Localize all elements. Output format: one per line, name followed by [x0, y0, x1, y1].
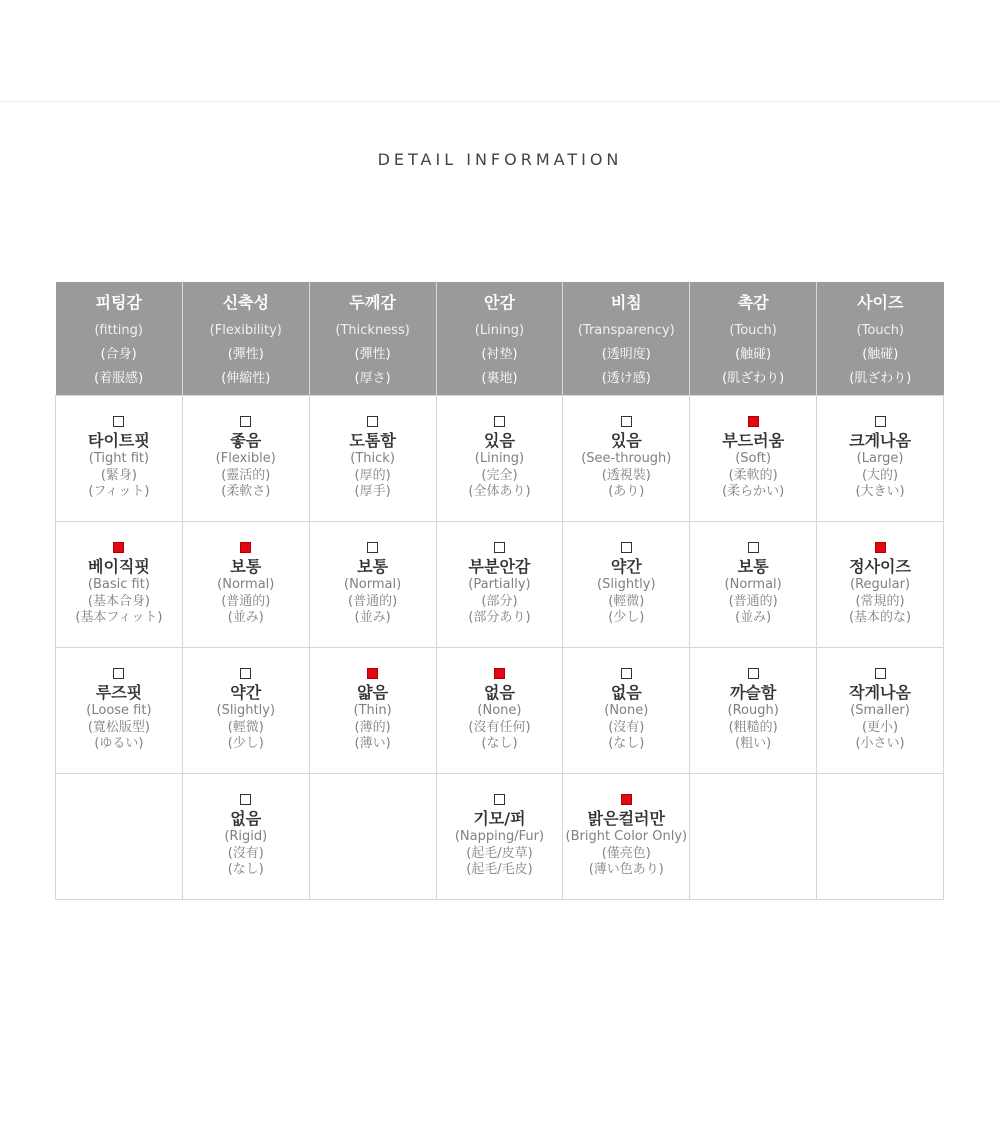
option-label-cn: (沒有)	[608, 719, 645, 735]
option-label-cn: (柔軟的)	[728, 467, 778, 483]
option-label-en: (See-through)	[581, 451, 672, 467]
unchecked-box-icon	[621, 542, 632, 553]
empty-cell	[690, 774, 817, 900]
option-label-cn: (基本合身)	[87, 593, 150, 609]
option-label-jp: (薄い)	[354, 736, 391, 752]
option-label: 없음	[483, 683, 515, 703]
header-subtitle-en: (Thickness)	[335, 323, 410, 338]
header-subtitle-en: (Lining)	[474, 323, 525, 338]
option-label-jp: (基本的な)	[848, 610, 912, 626]
option-label-cn: (完全)	[481, 467, 518, 483]
header-title: 안감	[483, 293, 515, 312]
header-subtitle-jp: (透け感)	[601, 371, 651, 386]
header-subtitle-jp: (肌ざわり)	[849, 371, 912, 386]
header-cell	[56, 282, 183, 396]
option-label-en: (Lining)	[474, 451, 525, 467]
checked-box-icon	[748, 416, 759, 427]
option-label-jp: (起毛/毛皮)	[466, 862, 533, 878]
option-label-en: (Partially)	[468, 577, 531, 593]
option-label-en: (Thick)	[350, 451, 395, 467]
option-label: 기모/퍼	[473, 809, 526, 829]
header-cell	[182, 282, 309, 396]
option-label-en: (Normal)	[217, 577, 275, 593]
header-subtitle-jp: (裏地)	[481, 371, 518, 386]
option-label-jp: (厚手)	[354, 484, 391, 500]
option-label: 약간	[230, 683, 262, 703]
option-label-jp: (なし)	[608, 736, 645, 752]
option-cell	[436, 774, 563, 900]
option-label-cn: (厚的)	[354, 467, 391, 483]
option-label-en: (Rigid)	[224, 829, 268, 845]
option-label: 베이직핏	[88, 557, 150, 577]
option-cell	[182, 648, 309, 774]
option-label-en: (Loose fit)	[86, 703, 152, 719]
option-cell	[563, 396, 690, 522]
option-label-en: (Flexible)	[215, 451, 276, 467]
option-label-jp: (全体あり)	[468, 484, 531, 500]
empty-cell	[309, 774, 436, 900]
option-label: 크게나옴	[849, 431, 911, 451]
option-label-en: (Slightly)	[216, 703, 276, 719]
option-label-en: (Large)	[856, 451, 904, 467]
header-subtitle-en: (Flexibility)	[209, 323, 282, 338]
header-cell	[563, 282, 690, 396]
unchecked-box-icon	[494, 794, 505, 805]
header-subtitle-cn: (彈性)	[354, 347, 391, 362]
option-cell	[563, 648, 690, 774]
unchecked-box-icon	[621, 416, 632, 427]
option-label: 좋음	[230, 431, 262, 451]
option-label-jp: (フィット)	[88, 484, 150, 500]
option-label-cn: (輕微)	[608, 593, 645, 609]
header-subtitle-en: (fitting)	[94, 323, 143, 338]
header-subtitle-en: (Touch)	[856, 323, 905, 338]
unchecked-box-icon	[240, 794, 251, 805]
option-label: 까슬함	[729, 683, 777, 703]
unchecked-box-icon	[748, 668, 759, 679]
top-divider	[0, 101, 1000, 102]
option-label: 얇음	[357, 683, 389, 703]
option-cell	[436, 522, 563, 648]
option-cell	[563, 522, 690, 648]
option-label-cn: (大的)	[861, 467, 899, 483]
option-label-jp: (ゆるい)	[94, 736, 144, 752]
unchecked-box-icon	[748, 542, 759, 553]
unchecked-box-icon	[367, 416, 378, 427]
option-label: 약간	[610, 557, 642, 577]
table-row	[56, 396, 944, 522]
option-label: 밝은컬러만	[587, 809, 665, 829]
option-label-jp: (あり)	[608, 484, 645, 500]
option-label-en: (Smaller)	[850, 703, 910, 719]
empty-cell	[817, 774, 944, 900]
header-cell	[690, 282, 817, 396]
option-label: 있음	[483, 431, 515, 451]
header-row	[56, 282, 944, 396]
unchecked-box-icon	[367, 542, 378, 553]
option-cell	[690, 648, 817, 774]
header-subtitle-jp: (伸縮性)	[221, 371, 271, 386]
table-body	[56, 396, 944, 900]
option-cell	[182, 774, 309, 900]
table-row	[56, 648, 944, 774]
option-cell	[436, 648, 563, 774]
page-title: DETAIL INFORMATION	[377, 150, 623, 169]
header-subtitle-cn: (触碰)	[735, 347, 772, 362]
checked-box-icon	[113, 542, 124, 553]
option-label-en: (Basic fit)	[87, 577, 150, 593]
header-subtitle-cn: (触碰)	[862, 347, 899, 362]
checked-box-icon	[367, 668, 378, 679]
option-label-cn: (透視裝)	[601, 467, 651, 483]
unchecked-box-icon	[494, 542, 505, 553]
unchecked-box-icon	[494, 416, 505, 427]
option-label-en: (Normal)	[724, 577, 782, 593]
option-label: 보통	[357, 557, 389, 577]
option-label-jp: (柔軟さ)	[221, 484, 271, 500]
option-label: 보통	[737, 557, 769, 577]
option-label-cn: (沒有任何)	[468, 719, 531, 735]
option-label: 없음	[230, 809, 262, 829]
option-cell	[309, 522, 436, 648]
unchecked-box-icon	[875, 668, 886, 679]
option-label: 루즈핏	[95, 683, 143, 703]
table-row	[56, 774, 944, 900]
option-label-cn: (起毛/皮草)	[466, 845, 533, 861]
unchecked-box-icon	[240, 668, 251, 679]
option-label-en: (Slightly)	[597, 577, 656, 593]
option-label-cn: (沒有)	[227, 845, 264, 861]
option-label-cn: (僅亮色)	[601, 845, 651, 861]
option-label: 없음	[610, 683, 642, 703]
header-title: 촉감	[737, 293, 769, 312]
option-cell	[182, 396, 309, 522]
header-subtitle-jp: (厚さ)	[354, 371, 391, 386]
option-cell	[56, 522, 183, 648]
header-subtitle-cn: (透明度)	[601, 347, 651, 362]
option-label-en: (Napping/Fur)	[454, 829, 545, 845]
option-cell	[690, 396, 817, 522]
option-label-en: (Tight fit)	[88, 451, 150, 467]
option-label-cn: (更小)	[861, 719, 899, 735]
option-cell	[817, 648, 944, 774]
unchecked-box-icon	[240, 416, 251, 427]
option-label-cn: (粗糙的)	[728, 719, 778, 735]
option-label: 작게나옴	[849, 683, 911, 703]
empty-cell	[56, 774, 183, 900]
checked-box-icon	[621, 794, 632, 805]
unchecked-box-icon	[113, 668, 124, 679]
option-label: 타이트핏	[88, 431, 150, 451]
header-cell	[817, 282, 944, 396]
option-cell	[563, 774, 690, 900]
option-label-cn: (輕微)	[227, 719, 264, 735]
option-cell	[690, 522, 817, 648]
header-subtitle-cn: (彈性)	[227, 347, 264, 362]
option-label-jp: (小さい)	[855, 736, 905, 752]
header-cell	[309, 282, 436, 396]
checked-box-icon	[875, 542, 886, 553]
checked-box-icon	[494, 668, 505, 679]
table-row	[56, 522, 944, 648]
option-label-jp: (並み)	[735, 610, 772, 626]
header-subtitle-cn: (衬垫)	[481, 347, 518, 362]
detail-info-table	[55, 282, 944, 900]
option-cell	[817, 396, 944, 522]
option-cell	[309, 648, 436, 774]
option-label-en: (Bright Color Only)	[565, 829, 688, 845]
option-label-en: (Soft)	[735, 451, 772, 467]
header-title: 피팅감	[95, 293, 142, 312]
option-label-cn: (部分)	[481, 593, 518, 609]
option-cell	[309, 396, 436, 522]
checked-box-icon	[240, 542, 251, 553]
header-cell	[436, 282, 563, 396]
option-cell	[56, 648, 183, 774]
option-label-cn: (普通的)	[221, 593, 271, 609]
option-label-jp: (薄い色あり)	[588, 862, 664, 878]
option-label-en: (Thin)	[353, 703, 392, 719]
option-label-jp: (基本フィット)	[75, 610, 163, 626]
option-label: 부분안감	[468, 557, 531, 577]
header-title: 비침	[610, 293, 642, 312]
option-label-cn: (常規的)	[855, 593, 905, 609]
option-label-jp: (大きい)	[855, 484, 905, 500]
option-cell	[817, 522, 944, 648]
header-title: 사이즈	[857, 293, 904, 312]
option-cell	[182, 522, 309, 648]
option-label-jp: (少し)	[608, 610, 645, 626]
option-label-jp: (柔らかい)	[722, 484, 785, 500]
option-label-cn: (普通的)	[348, 593, 398, 609]
option-label-jp: (なし)	[227, 862, 264, 878]
option-label: 있음	[610, 431, 642, 451]
option-label-en: (Rough)	[727, 703, 779, 719]
option-label-cn: (寬松版型)	[87, 719, 150, 735]
option-label-cn: (普通的)	[728, 593, 778, 609]
header-subtitle-cn: (合身)	[100, 347, 137, 362]
option-label-jp: (少し)	[227, 736, 264, 752]
header-subtitle-jp: (肌ざわり)	[722, 371, 785, 386]
option-label: 정사이즈	[849, 557, 911, 577]
option-label-jp: (粗い)	[735, 736, 772, 752]
option-label-jp: (部分あり)	[468, 610, 531, 626]
option-cell	[56, 396, 183, 522]
option-label-en: (None)	[477, 703, 522, 719]
option-label-jp: (なし)	[481, 736, 518, 752]
header-subtitle-jp: (着服感)	[94, 371, 144, 386]
unchecked-box-icon	[113, 416, 124, 427]
header-title: 신축성	[222, 293, 269, 312]
option-cell	[436, 396, 563, 522]
option-label-en: (None)	[604, 703, 649, 719]
header-subtitle-en: (Touch)	[729, 323, 777, 338]
option-label-en: (Regular)	[850, 577, 911, 593]
option-label: 부드러움	[722, 431, 785, 451]
unchecked-box-icon	[875, 416, 886, 427]
option-label-cn: (薄的)	[354, 719, 391, 735]
header-subtitle-en: (Transparency)	[577, 323, 675, 338]
option-label-jp: (並み)	[227, 610, 264, 626]
option-label-en: (Normal)	[344, 577, 402, 593]
option-label-cn: (靈活的)	[221, 467, 271, 483]
option-label: 도톰함	[349, 431, 396, 451]
option-label-jp: (並み)	[354, 610, 391, 626]
option-label-cn: (緊身)	[100, 467, 137, 483]
header-title: 두께감	[349, 293, 396, 312]
option-label: 보통	[230, 557, 262, 577]
unchecked-box-icon	[621, 668, 632, 679]
